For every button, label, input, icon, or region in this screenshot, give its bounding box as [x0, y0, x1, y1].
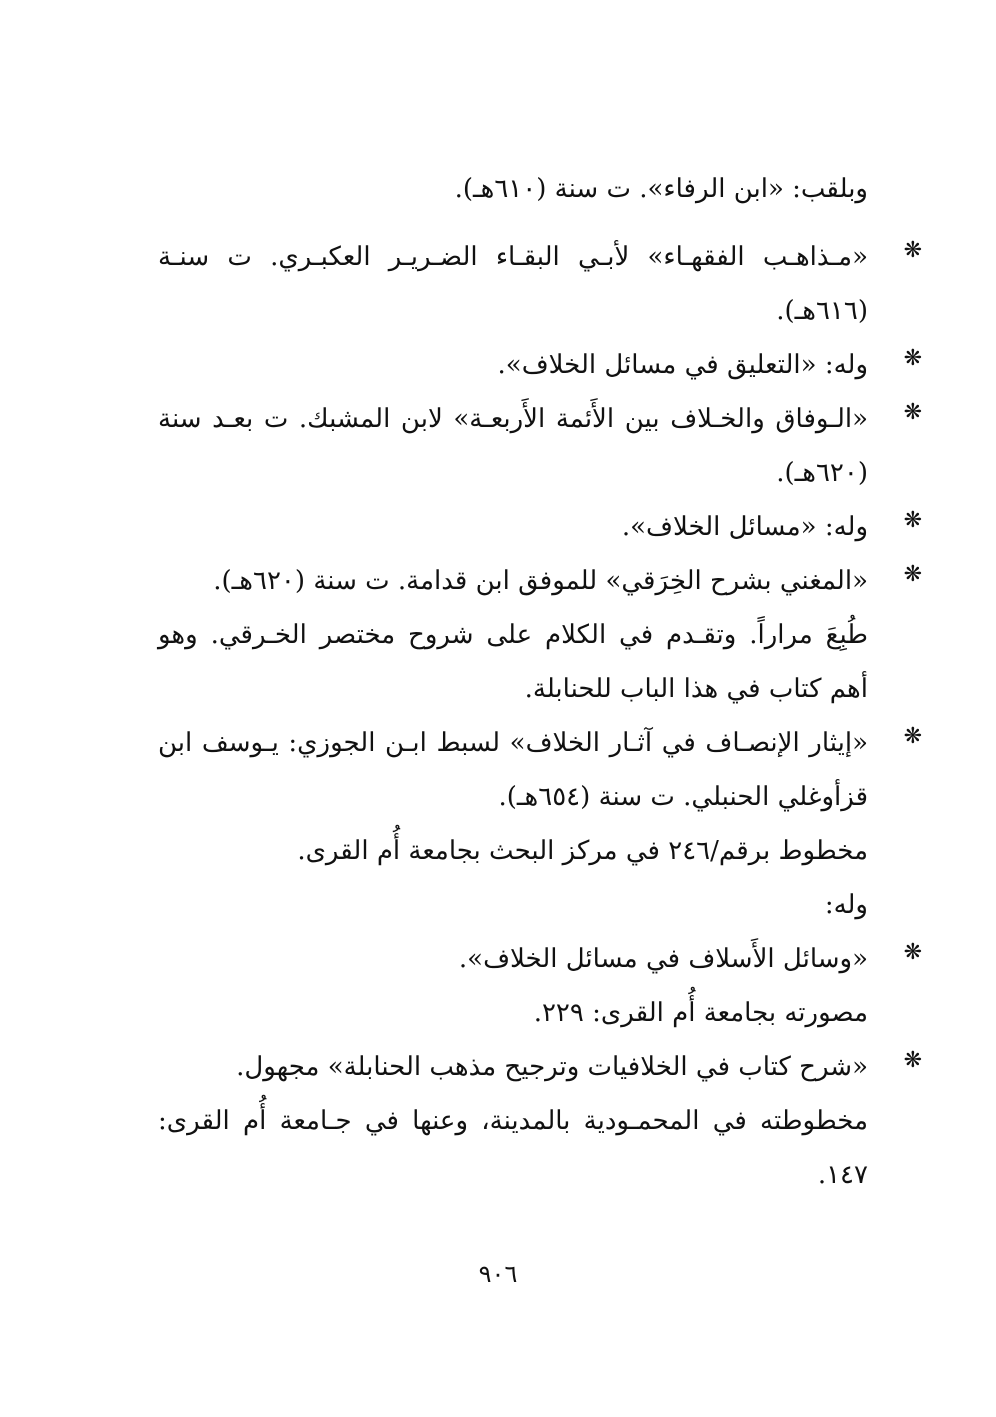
page-number: ٩٠٦: [478, 1260, 518, 1288]
asterism-bullet-icon: ❋: [903, 508, 922, 533]
entry-note: مخطوط برقم/٢٤٦ في مركز البحث بجامعة أُم القرى.: [297, 836, 868, 866]
entry: [158, 176, 868, 230]
asterism-bullet-icon: ❋: [903, 400, 922, 425]
bullet-entry: [158, 500, 922, 554]
entry-text: «وسائل الأَسلاف في مسائل الخلاف».: [458, 944, 868, 974]
asterism-bullet-icon: ❋: [903, 724, 922, 749]
entry-text: وله: «التعليق في مسائل الخلاف».: [497, 350, 868, 380]
bullet-entry: [158, 1040, 922, 1202]
entry-note: مخطوطته في المحمـودية بالمدينة، وعنها في جـامعة أُم القرى: ١٤٧.: [158, 1106, 868, 1190]
entry-text: «الـوفاق والخـلاف بين الأَئمة الأَربعـة» لابن المشبك. ت بعـد سنة (٦٢٠هـ).: [158, 404, 868, 488]
bullet-entry: [158, 716, 922, 932]
entry-note: وله:: [824, 890, 868, 920]
asterism-bullet-icon: ❋: [903, 346, 922, 371]
asterism-bullet-icon: ❋: [903, 1048, 922, 1073]
bullet-entry: [158, 932, 922, 1040]
entry-text: «المغني بشرح الخِرَقي» للموفق ابن قدامة. ت سنة (٦٢٠هـ).: [213, 566, 868, 596]
entry-text: وله: «مسائل الخلاف».: [621, 512, 868, 542]
asterism-bullet-icon: ❋: [903, 562, 922, 587]
page-body: [158, 174, 922, 1202]
asterism-bullet-icon: ❋: [903, 238, 922, 263]
entry-note: مصورته بجامعة أُم القرى: ٢٢٩.: [533, 998, 868, 1028]
entry-text: «مـذاهـب الفقهـاء» لأبـي البقـاء الضـريـر العكبـري. ت سنـة (٦١٦هـ).: [158, 242, 868, 326]
entry-text: «إيثار الإنصـاف في آثـار الخلاف» لسبط ابـن الجوزي: يـوسف ابن قزأوغلي الحنبلي. ت سنة (٦٥٤هـ).: [158, 728, 868, 812]
entry-text: وبلقب: «ابن الرفاء». ت سنة (٦١٠هـ).: [454, 174, 868, 204]
bullet-entry: [158, 230, 922, 338]
bullet-entry: [158, 392, 922, 500]
bullet-entry: [158, 338, 922, 392]
bullet-entry: [158, 554, 922, 716]
entry-text: «شرح كتاب في الخلافيات وترجيح مذهب الحنابلة» مجهول.: [236, 1052, 868, 1082]
asterism-bullet-icon: ❋: [903, 940, 922, 965]
entry-note: طُبِعَ مراراً. وتقـدم في الكلام على شروح مختصر الخـرقي. وهو أهم كتاب في هذا الباب للحنابلة.: [158, 620, 869, 704]
